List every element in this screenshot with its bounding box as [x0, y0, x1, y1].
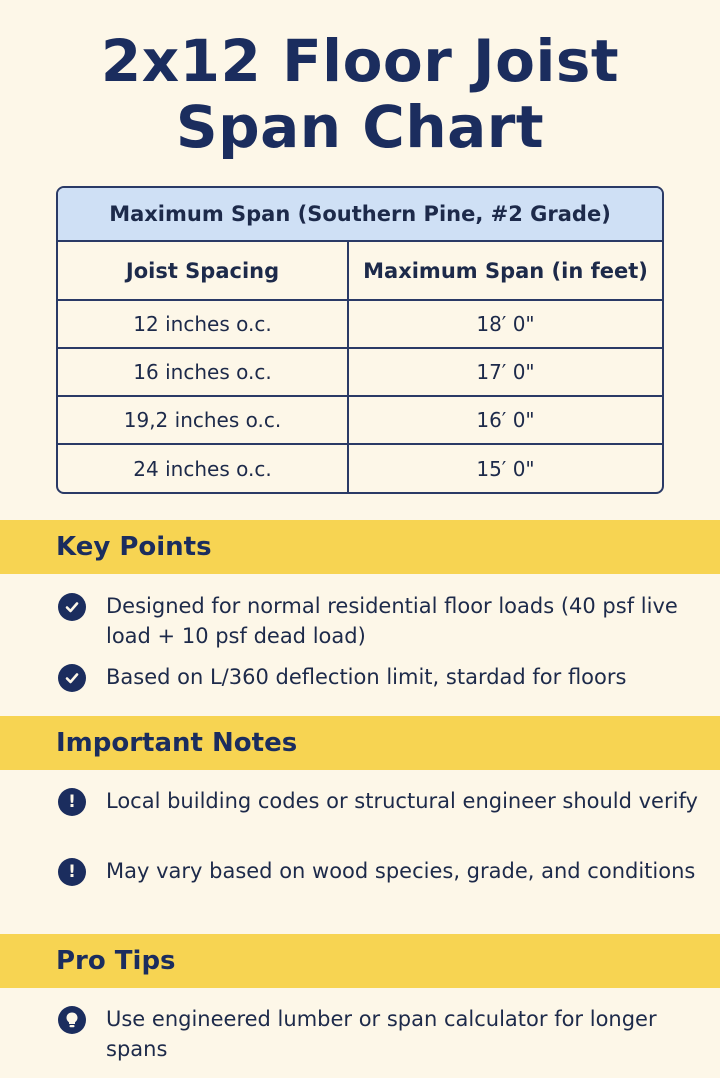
check-circle-icon [58, 593, 86, 621]
table-row [58, 397, 662, 445]
table-row [58, 349, 662, 397]
key-point-text: Designed for normal residential floor loads (40 psf live load + 10 psf dead load) [106, 594, 678, 648]
tip-text: Use engineered lumber or span calculator for longer spans [106, 1007, 657, 1061]
list-item [58, 856, 698, 886]
list-item [58, 1004, 698, 1064]
key-point-text: Based on L/360 deflection limit, stardad for floors [106, 665, 627, 689]
span-cell: 15′ 0" [476, 457, 535, 481]
spacing-cell: 12 inches o.c. [58, 301, 349, 347]
title-line-1: 2x12 Floor Joist [100, 27, 620, 95]
header-maximum-span: Maximum Span (in feet) [363, 258, 648, 283]
exclamation-circle-icon: ! [58, 788, 86, 816]
list-item [58, 662, 698, 692]
table-row [58, 445, 662, 493]
important-notes-heading: Important Notes [0, 716, 720, 770]
note-text: May vary based on wood species, grade, and conditions [106, 859, 696, 883]
list-item [58, 591, 698, 651]
span-cell: 17′ 0" [476, 360, 535, 384]
spacing-cell: 24 inches o.c. [58, 445, 349, 493]
table-caption: Maximum Span (Southern Pine, #2 Grade) [58, 188, 662, 242]
lightbulb-icon [58, 1006, 86, 1034]
check-circle-icon [58, 664, 86, 692]
title-line-2: Span Chart [175, 93, 545, 161]
span-cell: 16′ 0" [476, 408, 535, 432]
span-cell: 18′ 0" [476, 312, 535, 336]
header-joist-spacing: Joist Spacing [58, 242, 349, 299]
list-item [58, 786, 698, 816]
exclamation-circle-icon: ! [58, 858, 86, 886]
spacing-cell: 19,2 inches o.c. [58, 397, 349, 443]
note-text: Local building codes or structural engineer should verify [106, 789, 698, 813]
spacing-cell: 16 inches o.c. [58, 349, 349, 395]
table-header-row [58, 242, 662, 301]
pro-tips-heading: Pro Tips [0, 934, 720, 988]
table-row [58, 301, 662, 349]
page-title [0, 28, 720, 160]
key-points-heading: Key Points [0, 520, 720, 574]
span-table [56, 186, 664, 494]
